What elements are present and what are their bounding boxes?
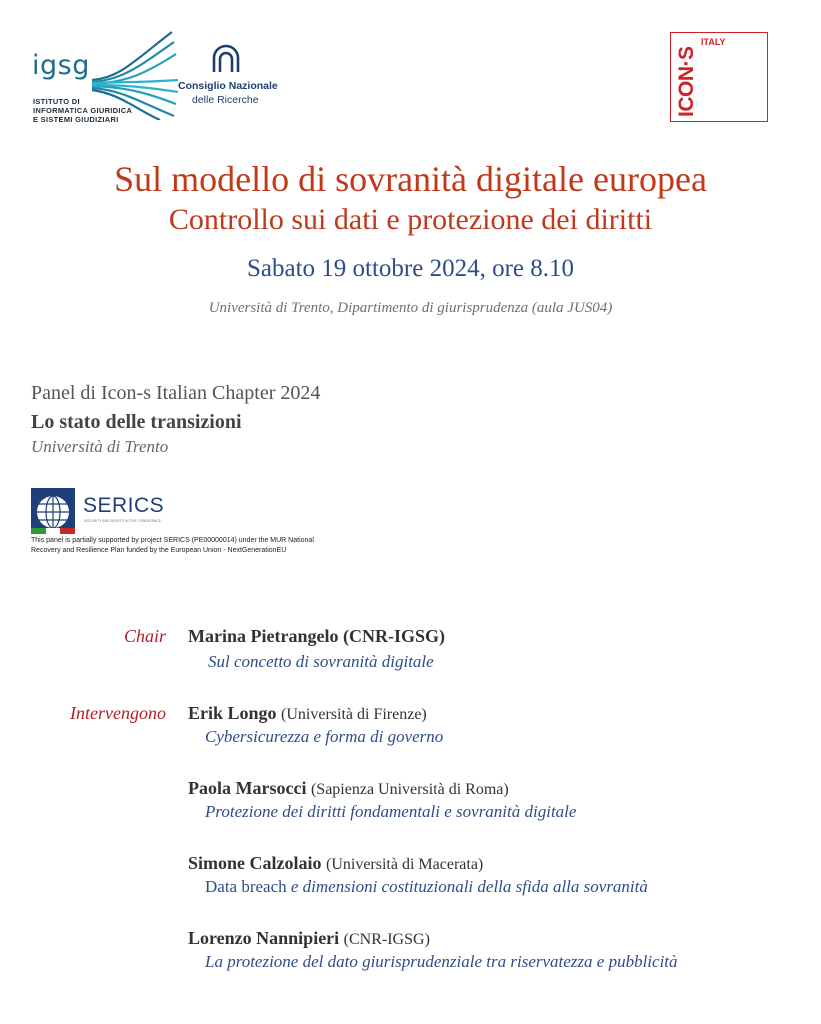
icons-logo-word: ICON·S bbox=[675, 46, 698, 117]
speaker-name: Lorenzo Nannipieri bbox=[188, 928, 340, 948]
panel-title: Panel di Icon-s Italian Chapter 2024 bbox=[31, 382, 321, 404]
serics-logo-tagline: SECURITY AND RIGHTS IN THE CYBERSPACE bbox=[84, 519, 162, 523]
speaker-3-talk-rest: e dimensioni costituzionali della sfida alla sovranità bbox=[290, 877, 648, 896]
speaker-1 bbox=[188, 703, 427, 724]
igsg-logo-word: igsg bbox=[32, 50, 90, 81]
event-venue: Università di Trento, Dipartimento di giurisprudenza (aula JUS04) bbox=[208, 300, 613, 316]
speaker-2-talk: Protezione dei diritti fondamentali e sovranità digitale bbox=[205, 802, 577, 821]
cnr-emblem-icon bbox=[208, 42, 244, 76]
icons-logo-country: ITALY bbox=[701, 37, 726, 47]
cnr-logo-line-1: Consiglio Nazionale bbox=[178, 80, 278, 92]
chair-name-text: Marina Pietrangelo (CNR-IGSG) bbox=[188, 626, 445, 646]
speaker-affiliation: (CNR-IGSG) bbox=[343, 931, 430, 948]
chair-name bbox=[188, 626, 445, 647]
speaker-name: Paola Marsocci bbox=[188, 778, 307, 798]
igsg-logo bbox=[32, 30, 182, 130]
funding-note: This panel is partially supported by project SERICS (PE00000014) under the MUR National Recovery and Resilience Plan funded by the European Union - NextGenerationEU bbox=[31, 537, 314, 554]
speakers-role-label: Intervengono bbox=[70, 703, 166, 723]
speaker-4 bbox=[188, 928, 430, 949]
page-subtitle: Controllo sui dati e protezione dei diritti bbox=[168, 203, 653, 236]
speaker-name: Erik Longo bbox=[188, 703, 277, 723]
serics-logo-word: SERICS bbox=[83, 494, 165, 517]
icons-italy-logo bbox=[670, 32, 768, 122]
speaker-3-talk-lead: Data breach bbox=[205, 877, 287, 896]
igsg-logo-line-1: ISTITUTO DI bbox=[33, 97, 80, 106]
speaker-affiliation: (Università di Firenze) bbox=[281, 706, 427, 723]
igsg-logo-line-3: E SISTEMI GIUDIZIARI bbox=[33, 115, 119, 124]
cnr-logo bbox=[178, 42, 288, 112]
chair-role-label: Chair bbox=[123, 626, 166, 646]
igsg-logo-line-2: INFORMATICA GIURIDICA bbox=[33, 106, 133, 115]
speaker-affiliation: (Università di Macerata) bbox=[326, 856, 484, 873]
speaker-4-talk: La protezione del dato giurisprudenziale tra riservatezza e pubblicità bbox=[205, 952, 678, 971]
globe-icon bbox=[31, 488, 75, 534]
speaker-2 bbox=[188, 778, 509, 799]
speaker-1-talk: Cybersicurezza e forma di governo bbox=[205, 727, 444, 746]
panel-subtitle: Lo stato delle transizioni bbox=[31, 411, 242, 433]
speaker-name: Simone Calzolaio bbox=[188, 853, 322, 873]
speaker-3 bbox=[188, 853, 483, 874]
speaker-affiliation: (Sapienza Università di Roma) bbox=[310, 781, 509, 798]
chair-talk: Sul concetto di sovranità digitale bbox=[208, 652, 434, 671]
event-date: Sabato 19 ottobre 2024, ore 8.10 bbox=[246, 255, 575, 282]
speaker-3-talk bbox=[205, 877, 648, 897]
cnr-logo-line-2: delle Ricerche bbox=[192, 94, 259, 106]
serics-logo bbox=[31, 488, 181, 534]
panel-place: Università di Trento bbox=[31, 437, 169, 456]
page-title: Sul modello di sovranità digitale europea bbox=[114, 159, 707, 199]
